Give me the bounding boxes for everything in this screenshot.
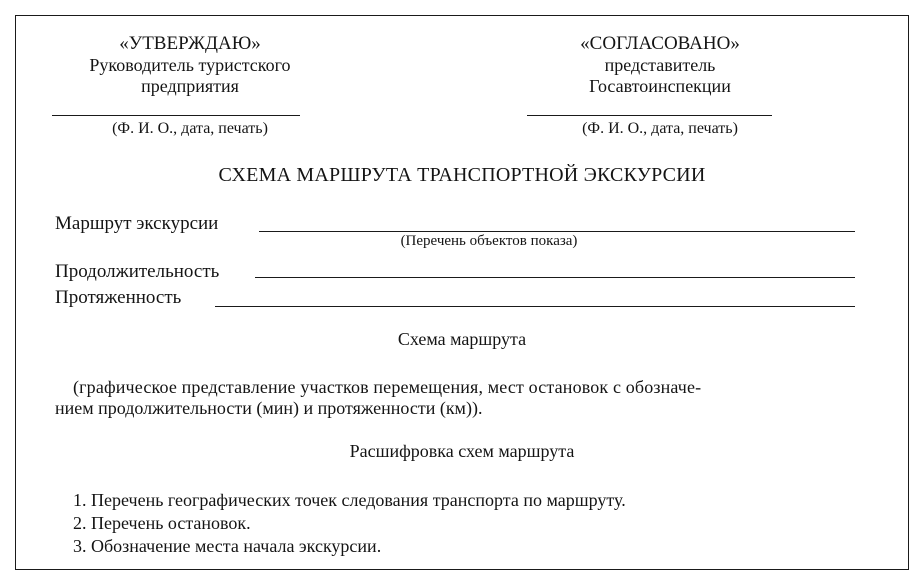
duration-label: Продолжительность <box>55 261 220 282</box>
scheme-description-line2: нием продолжительности (мин) и протяженности (км)). <box>55 398 483 418</box>
approve-signature-line <box>52 115 300 116</box>
agreed-signature-line <box>527 115 772 116</box>
scheme-heading: Схема маршрута <box>397 329 527 349</box>
document-title: СХЕМА МАРШРУТА ТРАНСПОРТНОЙ ЭКСКУРСИИ <box>218 164 706 186</box>
approve-role-line2: предприятия <box>141 76 239 96</box>
agreed-role-line2: Госавтоинспекции <box>589 76 731 96</box>
scheme-description-line1: (графическое представление участков перемещения, мест остановок с обозначе- <box>73 377 702 397</box>
approve-role-line1: Руководитель туристского <box>89 55 291 75</box>
approve-signature-hint: (Ф. И. О., дата, печать) <box>112 120 268 137</box>
decoding-list-item: 1. Перечень географических точек следования транспорта по маршруту. <box>73 490 626 510</box>
route-label: Маршрут экскурсии <box>55 213 219 234</box>
decoding-list-item: 2. Перечень остановок. <box>73 513 251 533</box>
agreed-role-line1: представитель <box>604 55 716 75</box>
agreed-heading: «СОГЛАСОВАНО» <box>580 33 740 54</box>
duration-fill-line <box>255 277 855 278</box>
length-label: Протяженность <box>55 287 182 308</box>
agreed-signature-hint: (Ф. И. О., дата, печать) <box>582 120 738 137</box>
length-fill-line <box>215 306 855 307</box>
decoding-list-item: 3. Обозначение места начала экскурсии. <box>73 536 382 556</box>
approve-heading: «УТВЕРЖДАЮ» <box>119 33 261 54</box>
route-hint: (Перечень объектов показа) <box>400 233 578 249</box>
decoding-heading: Расшифровка схем маршрута <box>349 441 575 461</box>
